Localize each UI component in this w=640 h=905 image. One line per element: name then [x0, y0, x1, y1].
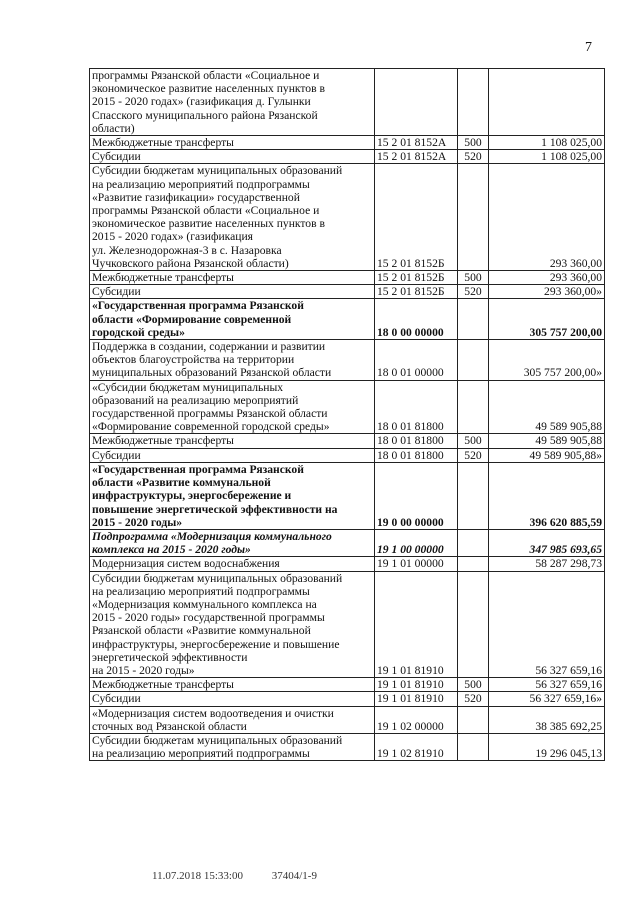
row-amount-cell: 293 360,00	[489, 271, 605, 285]
row-name-cell: Субсидии бюджетам муниципальных образований на реализацию мероприятий подпрограммы	[90, 733, 375, 760]
row-name-cell: Модернизация систем водоснабжения	[90, 557, 375, 571]
row-code-cell: 15 2 01 8152Б	[375, 271, 458, 285]
footer-document-id: 37404/1-9	[271, 870, 317, 882]
row-name-cell: Межбюджетные трансферты	[90, 434, 375, 448]
row-name-cell: Межбюджетные трансферты	[90, 136, 375, 150]
row-code-cell: 19 1 00 00000	[375, 529, 458, 556]
row-code-cell: 19 1 02 00000	[375, 706, 458, 733]
row-expense-type-cell	[458, 557, 489, 571]
row-expense-type-cell	[458, 706, 489, 733]
row-expense-type-cell	[458, 733, 489, 760]
row-code-cell: 18 0 01 81800	[375, 380, 458, 434]
row-name-cell: «Субсидии бюджетам муниципальных образований на реализацию мероприятий государственной программы Рязанской области «Формирование современной городской среды»	[90, 380, 375, 434]
table-row	[90, 285, 605, 299]
table-row	[90, 448, 605, 462]
row-code-cell: 15 2 01 8152А	[375, 136, 458, 150]
row-name-cell: Субсидии бюджетам муниципальных образований на реализацию мероприятий подпрограммы «Модернизация коммунального комплекса на 2015 - 2020 годы» государственной программы Рязанской области «Развитие коммунальной инфраструктуры, энергосбережение и повышение энергетической эффективности на 2015 - 2020 годы»	[90, 571, 375, 678]
row-name-cell: «Государственная программа Рязанской области «Формирование современной городской среды»	[90, 299, 375, 340]
row-expense-type-cell	[458, 69, 489, 136]
table-row	[90, 557, 605, 571]
budget-table	[89, 68, 605, 761]
row-expense-type-cell: 520	[458, 285, 489, 299]
table-row	[90, 380, 605, 434]
row-expense-type-cell: 500	[458, 678, 489, 692]
table-row	[90, 571, 605, 678]
row-code-cell: 19 0 00 00000	[375, 462, 458, 529]
row-name-cell: Поддержка в создании, содержании и развитии объектов благоустройства на территории муниципальных образований Рязанской области	[90, 340, 375, 381]
row-code-cell: 15 2 01 8152А	[375, 150, 458, 164]
row-expense-type-cell	[458, 164, 489, 271]
row-code-cell: 19 1 02 81910	[375, 733, 458, 760]
row-amount-cell: 293 360,00»	[489, 285, 605, 299]
row-code-cell: 19 1 01 81910	[375, 678, 458, 692]
document-footer	[152, 870, 317, 882]
row-name-cell: Межбюджетные трансферты	[90, 271, 375, 285]
table-row	[90, 164, 605, 271]
table-row	[90, 692, 605, 706]
row-amount-cell: 38 385 692,25	[489, 706, 605, 733]
row-amount-cell: 49 589 905,88»	[489, 448, 605, 462]
row-code-cell: 19 1 01 81910	[375, 692, 458, 706]
row-expense-type-cell	[458, 462, 489, 529]
row-amount-cell: 1 108 025,00	[489, 136, 605, 150]
row-name-cell: «Государственная программа Рязанской области «Развитие коммунальной инфраструктуры, энергосбережение и повышение энергетической эффективности на 2015 - 2020 годы»	[90, 462, 375, 529]
row-expense-type-cell: 520	[458, 448, 489, 462]
row-expense-type-cell: 520	[458, 692, 489, 706]
row-amount-cell: 58 287 298,73	[489, 557, 605, 571]
budget-table-body	[90, 69, 605, 761]
row-name-cell: Субсидии	[90, 150, 375, 164]
row-amount-cell: 396 620 885,59	[489, 462, 605, 529]
row-expense-type-cell	[458, 299, 489, 340]
table-row	[90, 678, 605, 692]
row-name-cell: Межбюджетные трансферты	[90, 678, 375, 692]
table-row	[90, 434, 605, 448]
row-amount-cell: 49 589 905,88	[489, 434, 605, 448]
table-row	[90, 150, 605, 164]
row-amount-cell: 293 360,00	[489, 164, 605, 271]
row-expense-type-cell	[458, 571, 489, 678]
row-code-cell	[375, 69, 458, 136]
row-code-cell: 15 2 01 8152Б	[375, 285, 458, 299]
row-expense-type-cell: 500	[458, 434, 489, 448]
row-amount-cell: 19 296 045,13	[489, 733, 605, 760]
row-name-cell: Субсидии	[90, 692, 375, 706]
row-code-cell: 18 0 01 00000	[375, 340, 458, 381]
row-name-cell: Подпрограмма «Модернизация коммунального комплекса на 2015 - 2020 годы»	[90, 529, 375, 556]
table-row	[90, 69, 605, 136]
row-expense-type-cell	[458, 340, 489, 381]
row-amount-cell: 305 757 200,00	[489, 299, 605, 340]
row-expense-type-cell: 500	[458, 271, 489, 285]
row-name-cell: Субсидии	[90, 448, 375, 462]
row-amount-cell: 56 327 659,16	[489, 678, 605, 692]
row-amount-cell: 49 589 905,88	[489, 380, 605, 434]
footer-timestamp: 11.07.2018 15:33:00	[152, 870, 243, 882]
row-expense-type-cell: 500	[458, 136, 489, 150]
row-amount-cell	[489, 69, 605, 136]
table-row	[90, 299, 605, 340]
row-name-cell: программы Рязанской области «Социальное и экономическое развитие населенных пунктов в 2015 - 2020 годах» (газификация д. Гулынки Спасского муниципального района Рязанской области)	[90, 69, 375, 136]
row-amount-cell: 1 108 025,00	[489, 150, 605, 164]
table-row	[90, 462, 605, 529]
row-amount-cell: 305 757 200,00»	[489, 340, 605, 381]
row-code-cell: 18 0 01 81800	[375, 434, 458, 448]
row-code-cell: 18 0 00 00000	[375, 299, 458, 340]
table-row	[90, 733, 605, 760]
row-amount-cell: 56 327 659,16	[489, 571, 605, 678]
page-number: 7	[585, 40, 592, 55]
row-amount-cell: 347 985 693,65	[489, 529, 605, 556]
row-expense-type-cell: 520	[458, 150, 489, 164]
row-expense-type-cell	[458, 380, 489, 434]
table-row	[90, 706, 605, 733]
row-name-cell: «Модернизация систем водоотведения и очистки сточных вод Рязанской области	[90, 706, 375, 733]
row-amount-cell: 56 327 659,16»	[489, 692, 605, 706]
row-expense-type-cell	[458, 529, 489, 556]
table-row	[90, 340, 605, 381]
row-code-cell: 19 1 01 00000	[375, 557, 458, 571]
row-code-cell: 15 2 01 8152Б	[375, 164, 458, 271]
row-name-cell: Субсидии	[90, 285, 375, 299]
row-name-cell: Субсидии бюджетам муниципальных образований на реализацию мероприятий подпрограммы «Развитие газификации» государственной программы Рязанской области «Социальное и экономическое развитие населенных пунктов в 2015 - 2020 годах» (газификация ул. Железнодорожная-3 в с. Назаровка Чучковского района Рязанской области)	[90, 164, 375, 271]
table-row	[90, 271, 605, 285]
table-row	[90, 529, 605, 556]
row-code-cell: 18 0 01 81800	[375, 448, 458, 462]
row-code-cell: 19 1 01 81910	[375, 571, 458, 678]
table-row	[90, 136, 605, 150]
